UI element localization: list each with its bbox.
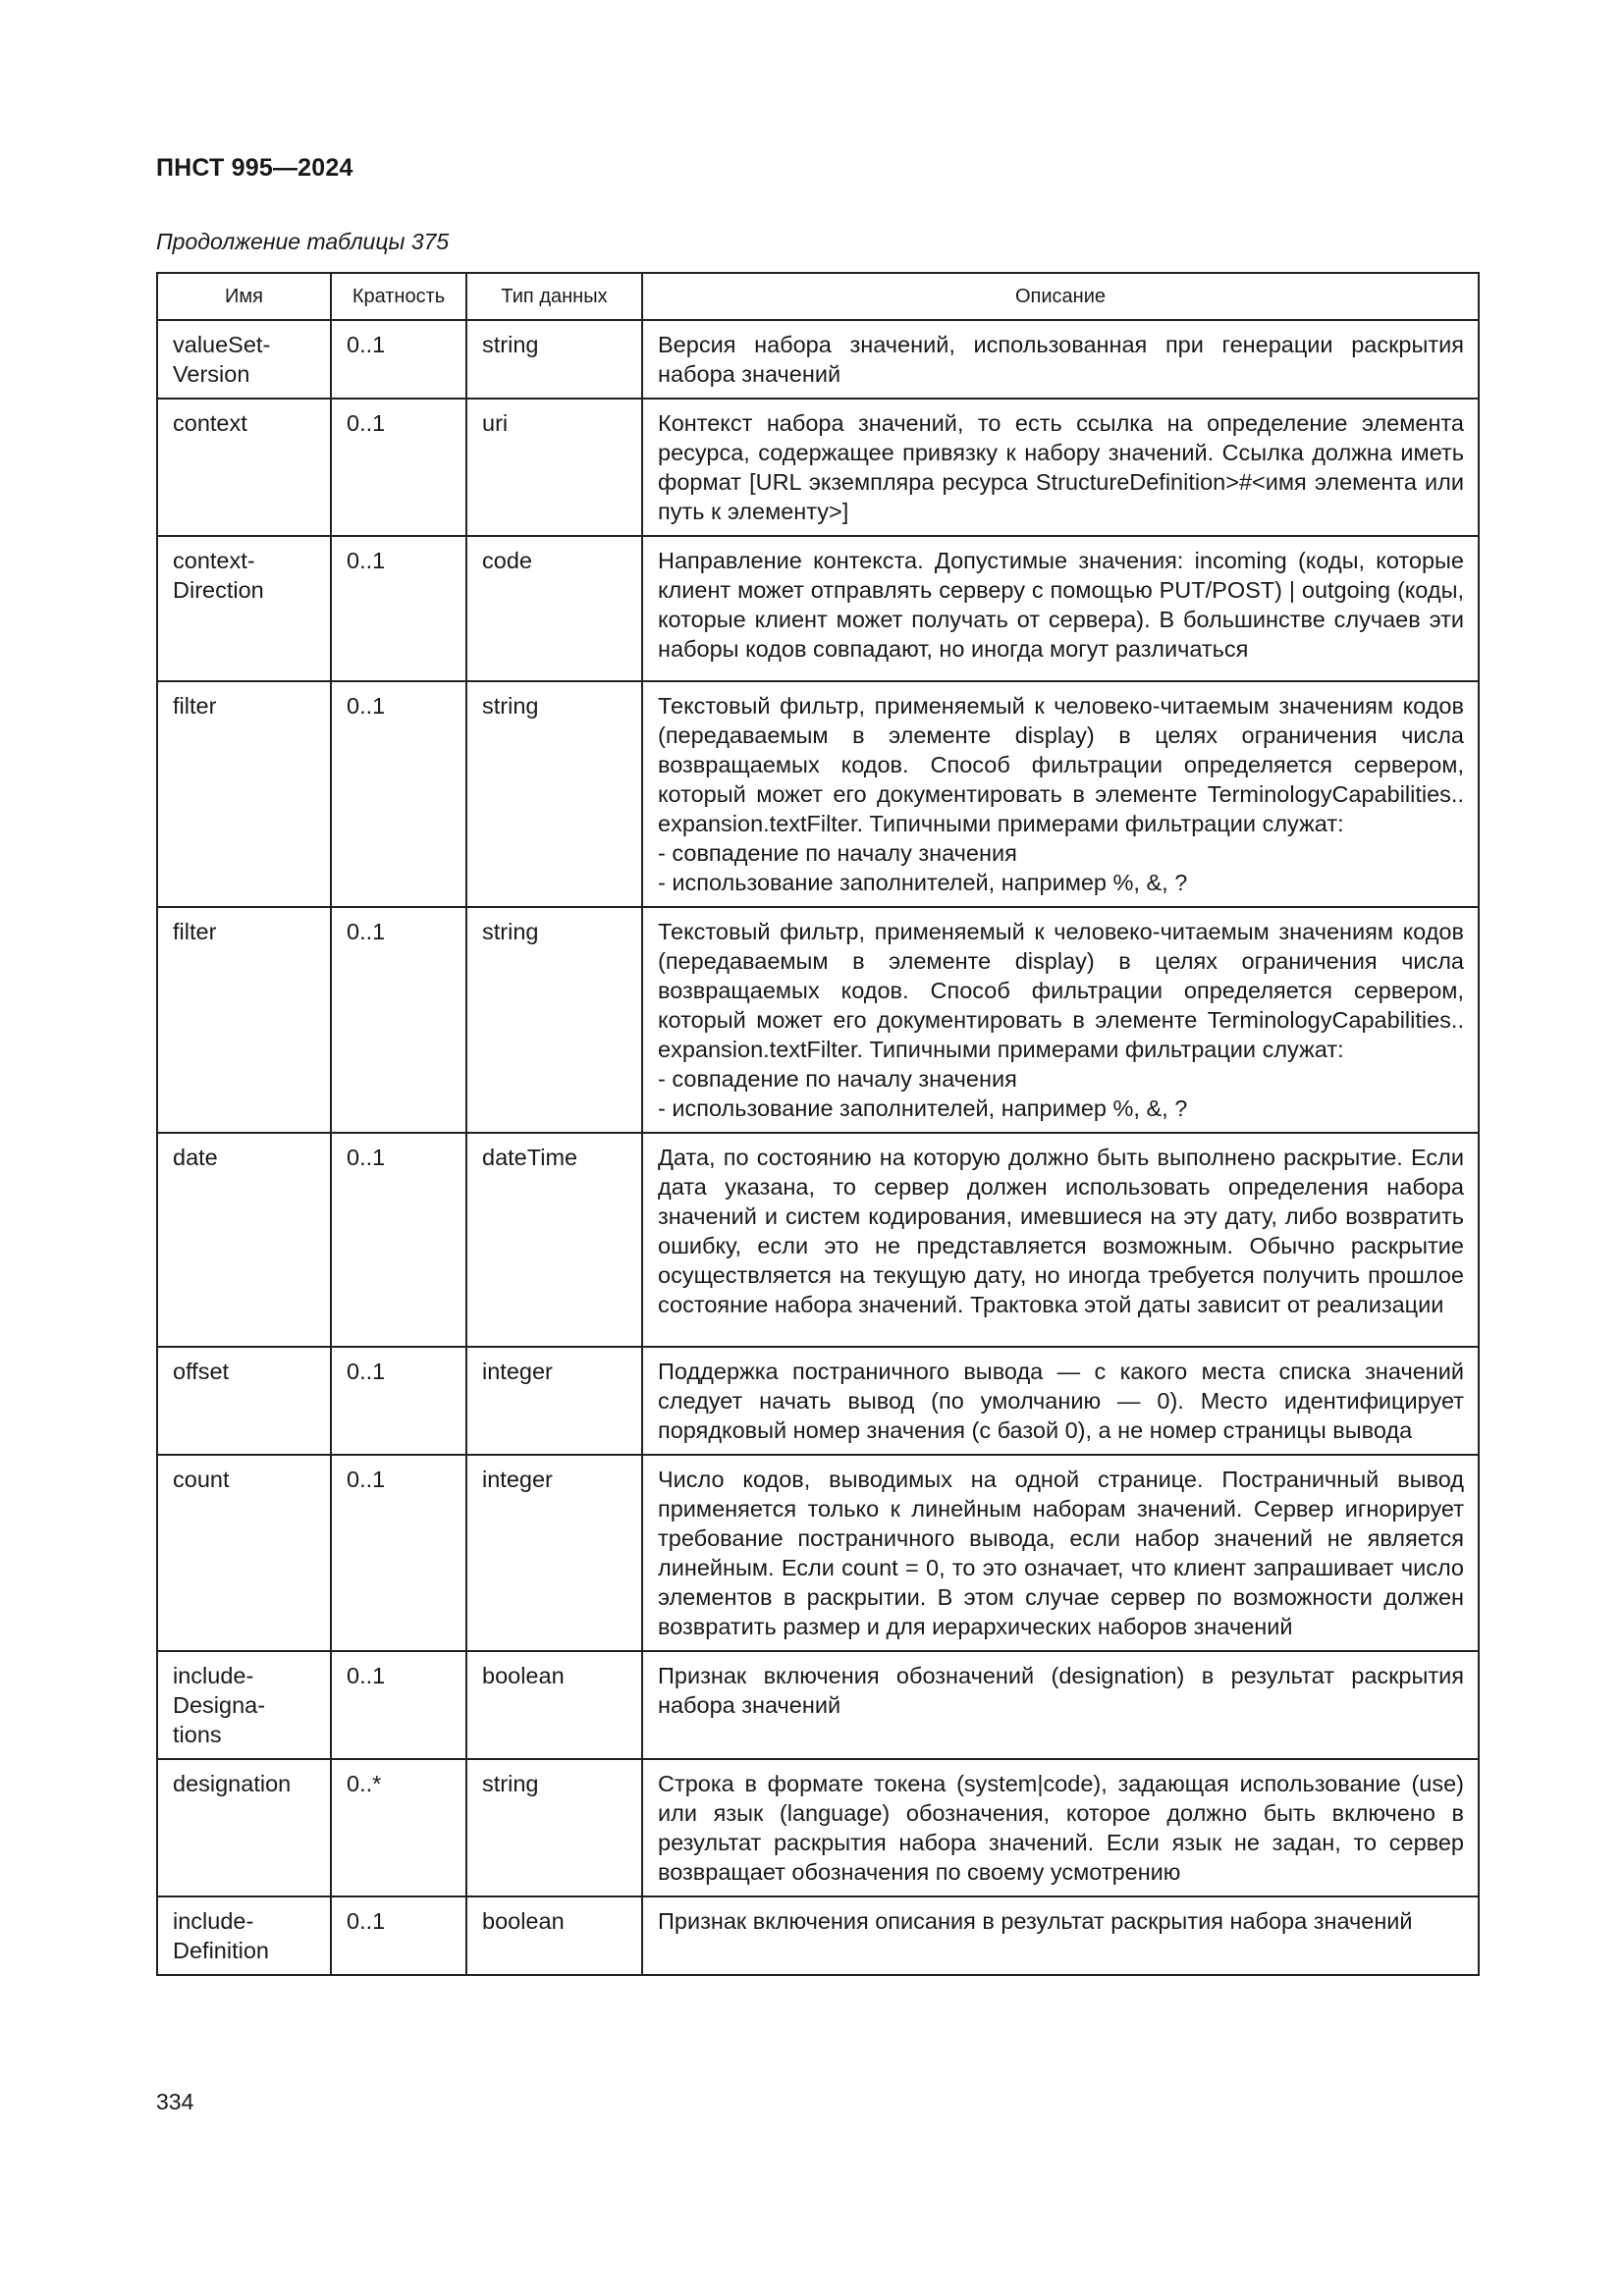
table-caption: Продолжение таблицы 375	[156, 229, 450, 254]
cell-description	[642, 1896, 1479, 1975]
column-header-name: Имя	[157, 273, 331, 320]
cell-cardinality: 0..1	[331, 1651, 466, 1759]
cell-type: uri	[466, 399, 642, 536]
cell-name: filter	[157, 907, 331, 1133]
table-row	[157, 1455, 1479, 1651]
table-row	[157, 1651, 1479, 1759]
table-row	[157, 1133, 1479, 1347]
cell-type: integer	[466, 1455, 642, 1651]
cell-description	[642, 1133, 1479, 1347]
cell-name: context- Direction	[157, 536, 331, 681]
description-list-item: - совпадение по началу значения	[658, 840, 1017, 866]
cell-cardinality: 0..1	[331, 1133, 466, 1347]
description-list-item: - совпадение по началу значения	[658, 1066, 1017, 1092]
cell-cardinality: 0..1	[331, 399, 466, 536]
cell-description	[642, 1455, 1479, 1651]
parameters-table	[156, 272, 1480, 1976]
page-number: 334	[156, 2089, 194, 2114]
cell-type: string	[466, 320, 642, 399]
cell-description	[642, 907, 1479, 1133]
cell-type: boolean	[466, 1651, 642, 1759]
table-row	[157, 1896, 1479, 1975]
cell-description	[642, 1651, 1479, 1759]
document-id: ПНСТ 995—2024	[156, 154, 353, 182]
column-header-type: Тип данных	[466, 273, 642, 320]
cell-description	[642, 1759, 1479, 1896]
table-row	[157, 907, 1479, 1133]
cell-cardinality: 0..1	[331, 681, 466, 907]
cell-name: filter	[157, 681, 331, 907]
cell-type: string	[466, 1759, 642, 1896]
cell-description	[642, 399, 1479, 536]
description-list-item: - использование заполнителей, например %, &, ?	[658, 1095, 1188, 1121]
cell-cardinality: 0..1	[331, 536, 466, 681]
description-text: Дата, по состоянию на которую должно быть выполнено раскрытие. Если дата указана, то сервер должен использовать определения набора значений и систем кодирования, имевшиеся на эту дату, либо возвратить ошибку, если это не представляется возможным. Обычно раскрытие осуществляется на текущую дату, но иногда требуется получить прошлое состояние набора значений. Трактовка этой даты зависит от реализации	[658, 1145, 1464, 1317]
cell-cardinality: 0..1	[331, 1896, 466, 1975]
description-text: Направление контекста. Допустимые значения: incoming (коды, которые клиент может отправлять серверу с помощью PUT/POST) | outgoing (коды, которые клиент может получать от сервера). В большинстве случаев эти наборы кодов совпадают, но иногда могут различаться	[658, 548, 1464, 662]
cell-name: offset	[157, 1347, 331, 1455]
table-row	[157, 1347, 1479, 1455]
table-row	[157, 1759, 1479, 1896]
cell-name: valueSet- Version	[157, 320, 331, 399]
description-text: Число кодов, выводимых на одной странице. Постраничный вывод применяется только к линейным наборам значений. Сервер игнорирует требование постраничного вывода, если набор значений не является линейным. Если count = 0, то это означает, что клиент запрашивает число элементов в раскрытии. В этом случае сервер по возможности должен возвратить размер и для иерархических наборов значений	[658, 1467, 1464, 1639]
cell-name: count	[157, 1455, 331, 1651]
description-text: Строка в формате токена (system|code), задающая использование (use) или язык (language) обозначения, которое должно быть включено в результат раскрытия набора значений. Если язык не задан, то сервер возвращает обозначения по своему усмотрению	[658, 1771, 1464, 1885]
table-row	[157, 536, 1479, 681]
column-header-description: Описание	[642, 273, 1479, 320]
cell-name: include- Designa- tions	[157, 1651, 331, 1759]
description-text: Поддержка постраничного вывода — с какого места списка значений следует начать вывод (по умолчанию — 0). Место идентифицирует порядковый номер значения (с базой 0), а не номер страницы вывода	[658, 1359, 1464, 1443]
cell-name: context	[157, 399, 331, 536]
cell-cardinality: 0..1	[331, 1455, 466, 1651]
cell-type: integer	[466, 1347, 642, 1455]
cell-name: include- Definition	[157, 1896, 331, 1975]
table-header-row	[157, 273, 1479, 320]
cell-type: string	[466, 907, 642, 1133]
cell-cardinality: 0..1	[331, 907, 466, 1133]
cell-type: boolean	[466, 1896, 642, 1975]
cell-description	[642, 536, 1479, 681]
description-text: Контекст набора значений, то есть ссылка на определение элемента ресурса, содержащее привязку к набору значений. Ссылка должна иметь формат [URL экземпляра ресурса StructureDefinition>#<имя элемента или путь к элементу>]	[658, 410, 1464, 524]
cell-name: designation	[157, 1759, 331, 1896]
description-text: Признак включения описания в результат раскрытия набора значений	[658, 1908, 1413, 1934]
cell-type: string	[466, 681, 642, 907]
cell-description	[642, 1347, 1479, 1455]
cell-name: date	[157, 1133, 331, 1347]
cell-cardinality: 0..1	[331, 320, 466, 399]
description-list-item: - использование заполнителей, например %, &, ?	[658, 870, 1188, 895]
description-text: Текстовый фильтр, применяемый к человеко-читаемым значениям кодов (передаваемым в элементе display) в целях ограничения числа возвращаемых кодов. Способ фильтрации определяется сервером, который может его документировать в элементе TerminologyCapabilities.. expansion.textFilter. Типичными примерами фильтрации служат:	[658, 693, 1464, 836]
cell-description	[642, 320, 1479, 399]
table-row	[157, 681, 1479, 907]
table-row	[157, 399, 1479, 536]
column-header-cardinality: Кратность	[331, 273, 466, 320]
cell-cardinality: 0..1	[331, 1347, 466, 1455]
cell-cardinality: 0..*	[331, 1759, 466, 1896]
description-text: Признак включения обозначений (designation) в результат раскрытия набора значений	[658, 1663, 1464, 1718]
description-text: Версия набора значений, использованная при генерации раскрытия набора значений	[658, 332, 1464, 387]
cell-type: dateTime	[466, 1133, 642, 1347]
table-body	[157, 320, 1479, 1975]
table-row	[157, 320, 1479, 399]
cell-description	[642, 681, 1479, 907]
description-text: Текстовый фильтр, применяемый к человеко-читаемым значениям кодов (передаваемым в элементе display) в целях ограничения числа возвращаемых кодов. Способ фильтрации определяется сервером, который может его документировать в элементе TerminologyCapabilities.. expansion.textFilter. Типичными примерами фильтрации служат:	[658, 919, 1464, 1062]
cell-type: code	[466, 536, 642, 681]
